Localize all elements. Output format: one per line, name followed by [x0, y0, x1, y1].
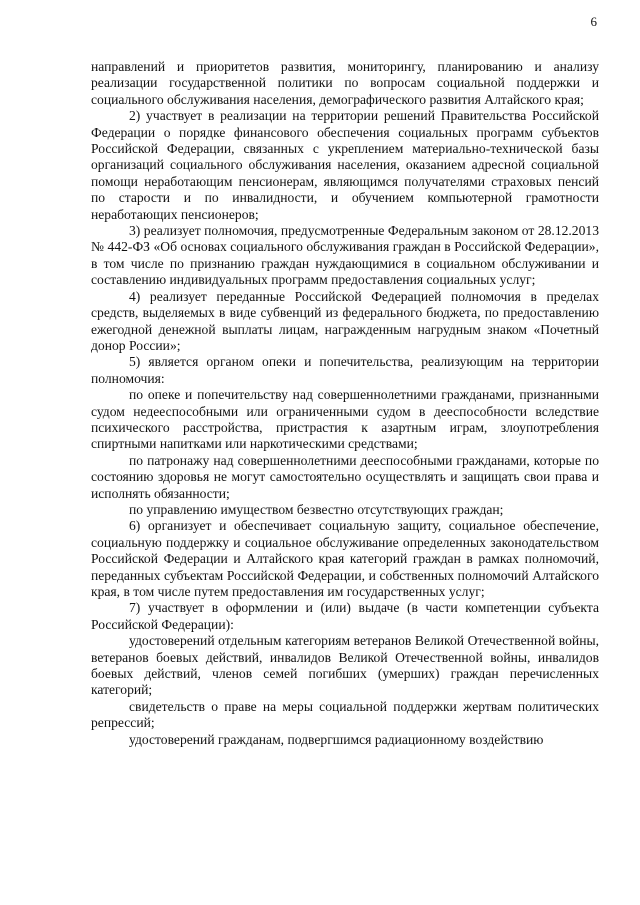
paragraph-item-7: 7) участвует в оформлении и (или) выдаче (в части компетенции субъекта Российской Федерации): — [91, 600, 599, 632]
document-body — [91, 59, 599, 748]
paragraph-continuation: направлений и приоритетов развития, мониторингу, планированию и анализу реализации государственной политики по вопросам социальной поддержки и социального обслуживания населения, демографического развития Алтайского края; — [91, 59, 599, 107]
paragraph-guardianship: по опеке и попечительству над совершеннолетними гражданами, признанными судом недееспособными или ограниченными судом в дееспособности вследствие психического расстройства, пристрастия к азартным играм, злоупотребления спиртными напитками или наркотическими средствами; — [91, 387, 599, 452]
paragraph-item-6: 6) организует и обеспечивает социальную защиту, социальное обеспечение, социальную поддержку и социальное обслуживание определенных законодательством Российской Федерации и Алтайского края категорий граждан в рамках полномочий, переданных субъектам Российской Федерации, и собственных полномочий Алтайского края, в том числе путем предоставления им государственных услуг; — [91, 518, 599, 599]
paragraph-veteran-certificates: удостоверений отдельным категориям ветеранов Великой Отечественной войны, ветеранов боевых действий, инвалидов Великой Отечественной войны, инвалидов боевых действий, членов семей погибших (умерших) граждан перечисленных категорий; — [91, 633, 599, 698]
paragraph-radiation-certificates: удостоверений гражданам, подвергшимся радиационному воздействию — [129, 731, 544, 747]
paragraph-repression-certificates: свидетельств о праве на меры социальной поддержки жертвам политических репрессий; — [91, 698, 599, 731]
paragraph-item-3: 3) реализует полномочия, предусмотренные Федеральным законом от 28.12.2013 № 442-ФЗ «Об основах социального обслуживания граждан в Российской Федерации», в том числе по признанию граждан нуждающимися в социальном обслуживании и составлению индивидуальных программ предоставления социальных услуг; — [91, 223, 599, 288]
paragraph-patronage: по патронажу над совершеннолетними дееспособными гражданами, которые по состоянию здоровья не могут самостоятельно осуществлять и защищать свои права и исполнять обязанности; — [91, 452, 599, 501]
paragraph-item-5: 5) является органом опеки и попечительства, реализующим на территории полномочия: — [91, 354, 599, 386]
paragraph-property-management: по управлению имуществом безвестно отсутствующих граждан; — [129, 501, 504, 517]
paragraph-item-4: 4) реализует переданные Российской Федерацией полномочия в пределах средств, выделяемых в виде субвенций из федерального бюджета, по предоставлению ежегодной денежной выплаты лицам, награжденным нагрудным знаком «Почетный донор России»; — [91, 288, 599, 353]
page-number: 6 — [590, 14, 597, 29]
paragraph-item-2: 2) участвует в реализации на территории решений Правительства Российской Федерации о порядке финансового обеспечения социальных программ субъектов Российской Федерации, связанных с укреплением материально-технической базы организаций социального обслуживания населения, оказанием адресной социальной помощи неработающим пенсионерам, являющимся получателями страховых пенсий по старости и по инвалидности, и обучением компьютерной грамотности неработающих пенсионеров; — [91, 108, 599, 222]
